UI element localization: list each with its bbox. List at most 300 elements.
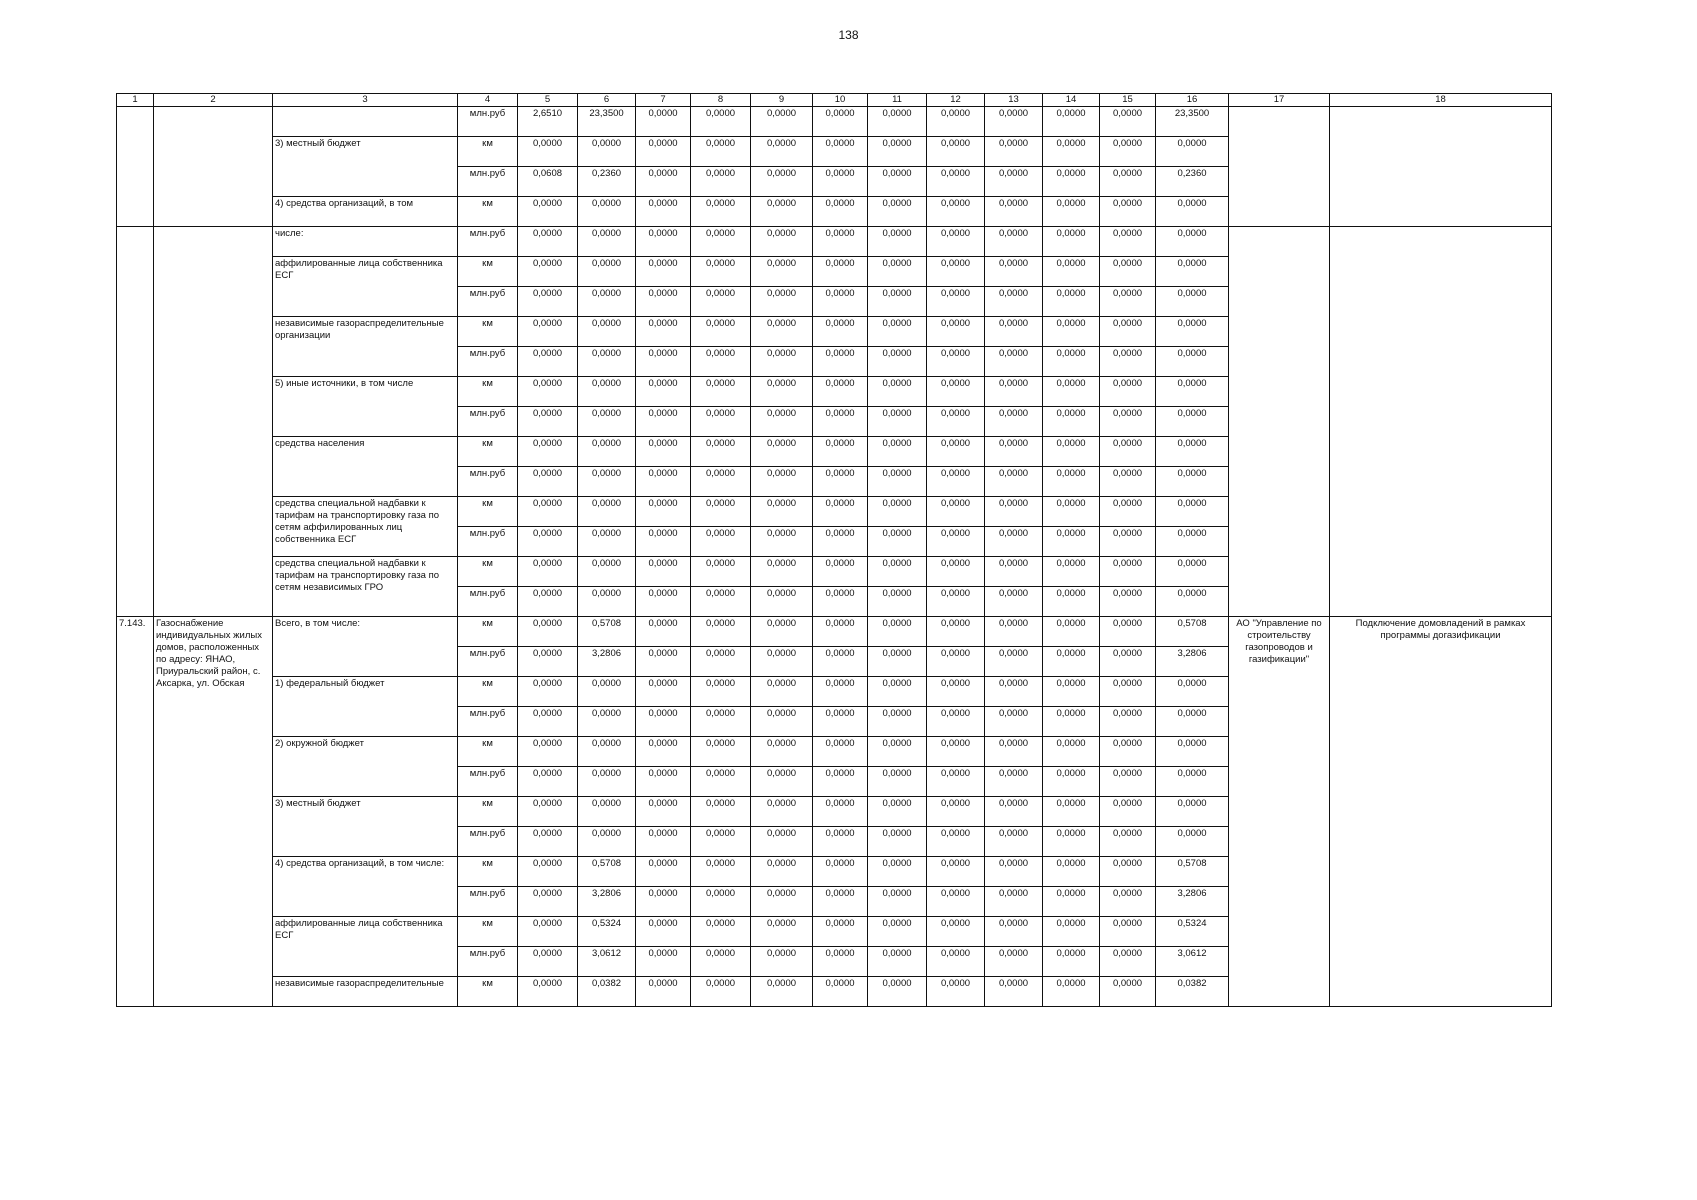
value-cell: 0,5324 bbox=[578, 917, 636, 947]
column-number-header: 18 bbox=[1330, 94, 1552, 107]
value-cell: 0,0000 bbox=[1156, 377, 1229, 407]
table-row bbox=[117, 617, 1552, 647]
value-cell: 0,0000 bbox=[751, 287, 813, 317]
column-number-header: 16 bbox=[1156, 94, 1229, 107]
value-cell: 3,2806 bbox=[578, 887, 636, 917]
column-number-header: 9 bbox=[751, 94, 813, 107]
value-cell: 0,0000 bbox=[1156, 587, 1229, 617]
value-cell: 0,0000 bbox=[1043, 377, 1100, 407]
value-cell: 0,0000 bbox=[751, 797, 813, 827]
value-cell: 0,0000 bbox=[1156, 347, 1229, 377]
value-cell: 0,0000 bbox=[751, 497, 813, 527]
value-cell: 0,0000 bbox=[1100, 647, 1156, 677]
value-cell: 0,0000 bbox=[636, 497, 691, 527]
source-label-cell bbox=[273, 107, 458, 137]
value-cell: 0,0000 bbox=[1156, 137, 1229, 167]
value-cell: 0,0000 bbox=[1043, 917, 1100, 947]
value-cell: 0,0000 bbox=[1156, 407, 1229, 437]
value-cell: 0,0000 bbox=[868, 557, 927, 587]
value-cell: 0,0000 bbox=[1043, 437, 1100, 467]
value-cell: 0,0000 bbox=[868, 887, 927, 917]
value-cell: 0,0000 bbox=[985, 587, 1043, 617]
source-label-cell: Всего, в том числе: bbox=[273, 617, 458, 677]
value-cell: 0,0000 bbox=[1043, 857, 1100, 887]
value-cell: 0,0000 bbox=[1100, 107, 1156, 137]
value-cell: 0,0000 bbox=[751, 527, 813, 557]
value-cell: 0,0000 bbox=[927, 947, 985, 977]
value-cell: 0,0000 bbox=[868, 827, 927, 857]
value-cell: 0,0000 bbox=[518, 917, 578, 947]
value-cell: 0,0000 bbox=[1156, 527, 1229, 557]
item-number-cell bbox=[117, 107, 154, 227]
value-cell: 0,0000 bbox=[636, 347, 691, 377]
value-cell: 0,0000 bbox=[868, 737, 927, 767]
value-cell: 0,0000 bbox=[927, 557, 985, 587]
value-cell: 0,0000 bbox=[868, 197, 927, 227]
value-cell: 0,0000 bbox=[518, 887, 578, 917]
unit-cell: км bbox=[458, 737, 518, 767]
value-cell: 0,0000 bbox=[1100, 797, 1156, 827]
value-cell: 0,0000 bbox=[813, 887, 868, 917]
value-cell: 0,0000 bbox=[927, 917, 985, 947]
value-cell: 0,0000 bbox=[751, 257, 813, 287]
value-cell: 0,0000 bbox=[1043, 797, 1100, 827]
value-cell: 0,0000 bbox=[927, 977, 985, 1007]
value-cell: 0,0000 bbox=[1043, 737, 1100, 767]
value-cell: 0,0000 bbox=[1100, 767, 1156, 797]
value-cell: 0,0000 bbox=[518, 947, 578, 977]
value-cell: 0,0000 bbox=[691, 227, 751, 257]
value-cell: 0,0000 bbox=[1156, 467, 1229, 497]
value-cell: 0,0000 bbox=[1156, 557, 1229, 587]
value-cell: 0,0000 bbox=[813, 617, 868, 647]
value-cell: 0,0000 bbox=[1100, 857, 1156, 887]
value-cell: 0,0000 bbox=[578, 587, 636, 617]
value-cell: 0,0000 bbox=[518, 767, 578, 797]
value-cell: 0,0000 bbox=[927, 467, 985, 497]
value-cell: 0,0000 bbox=[1043, 767, 1100, 797]
value-cell: 2,6510 bbox=[518, 107, 578, 137]
unit-cell: км bbox=[458, 797, 518, 827]
value-cell: 0,0000 bbox=[1100, 827, 1156, 857]
item-name-cell bbox=[154, 107, 273, 227]
value-cell: 0,0000 bbox=[1100, 437, 1156, 467]
value-cell: 0,0000 bbox=[813, 737, 868, 767]
value-cell: 0,0000 bbox=[813, 347, 868, 377]
value-cell: 0,0382 bbox=[1156, 977, 1229, 1007]
value-cell: 0,0000 bbox=[813, 647, 868, 677]
value-cell: 0,0000 bbox=[691, 287, 751, 317]
unit-cell: км bbox=[458, 617, 518, 647]
unit-cell: млн.руб bbox=[458, 407, 518, 437]
description-cell: Подключение домовладений в рамках программы догазификации bbox=[1330, 617, 1552, 1007]
value-cell: 0,0000 bbox=[1156, 677, 1229, 707]
value-cell: 0,0000 bbox=[691, 197, 751, 227]
value-cell: 0,0000 bbox=[813, 677, 868, 707]
value-cell: 0,0000 bbox=[751, 197, 813, 227]
value-cell: 0,0000 bbox=[1100, 497, 1156, 527]
value-cell: 0,0000 bbox=[751, 587, 813, 617]
unit-cell: км bbox=[458, 917, 518, 947]
value-cell: 0,0000 bbox=[751, 557, 813, 587]
value-cell: 0,0000 bbox=[985, 317, 1043, 347]
value-cell: 0,0000 bbox=[1156, 227, 1229, 257]
value-cell: 0,0000 bbox=[985, 257, 1043, 287]
unit-cell: км bbox=[458, 137, 518, 167]
value-cell: 0,0000 bbox=[636, 917, 691, 947]
value-cell: 0,0000 bbox=[813, 827, 868, 857]
value-cell: 0,0000 bbox=[691, 107, 751, 137]
value-cell: 0,0000 bbox=[751, 827, 813, 857]
value-cell: 0,0000 bbox=[985, 527, 1043, 557]
value-cell: 0,0000 bbox=[927, 137, 985, 167]
value-cell: 0,0000 bbox=[813, 977, 868, 1007]
value-cell: 0,0000 bbox=[636, 377, 691, 407]
value-cell: 0,0000 bbox=[868, 857, 927, 887]
unit-cell: млн.руб bbox=[458, 227, 518, 257]
value-cell: 0,0000 bbox=[927, 827, 985, 857]
value-cell: 0,5708 bbox=[578, 857, 636, 887]
unit-cell: км bbox=[458, 497, 518, 527]
value-cell: 0,0000 bbox=[985, 137, 1043, 167]
value-cell: 0,0000 bbox=[1043, 467, 1100, 497]
value-cell: 0,0000 bbox=[1100, 317, 1156, 347]
source-label-cell: 3) местный бюджет bbox=[273, 137, 458, 197]
value-cell: 0,0000 bbox=[518, 257, 578, 287]
value-cell: 0,0000 bbox=[751, 947, 813, 977]
value-cell: 0,0000 bbox=[1043, 497, 1100, 527]
value-cell: 0,0000 bbox=[985, 947, 1043, 977]
value-cell: 0,0000 bbox=[578, 527, 636, 557]
value-cell: 0,0000 bbox=[868, 797, 927, 827]
value-cell: 0,0000 bbox=[1100, 527, 1156, 557]
column-number-header: 5 bbox=[518, 94, 578, 107]
column-number-row bbox=[117, 94, 1552, 107]
value-cell: 0,0000 bbox=[1043, 137, 1100, 167]
value-cell: 0,0000 bbox=[927, 347, 985, 377]
value-cell: 0,0000 bbox=[636, 317, 691, 347]
value-cell: 0,0000 bbox=[985, 827, 1043, 857]
value-cell: 0,0000 bbox=[813, 707, 868, 737]
value-cell: 0,0000 bbox=[751, 167, 813, 197]
column-number-header: 2 bbox=[154, 94, 273, 107]
value-cell: 0,0000 bbox=[518, 557, 578, 587]
value-cell: 0,0000 bbox=[636, 887, 691, 917]
value-cell: 0,0000 bbox=[1043, 587, 1100, 617]
value-cell: 0,0000 bbox=[868, 107, 927, 137]
unit-cell: км bbox=[458, 977, 518, 1007]
value-cell: 0,0000 bbox=[578, 557, 636, 587]
value-cell: 0,0000 bbox=[691, 617, 751, 647]
value-cell: 0,0000 bbox=[691, 647, 751, 677]
value-cell: 0,0000 bbox=[985, 407, 1043, 437]
value-cell: 0,0000 bbox=[1100, 947, 1156, 977]
value-cell: 0,0000 bbox=[813, 317, 868, 347]
value-cell: 0,0000 bbox=[927, 797, 985, 827]
value-cell: 0,0000 bbox=[578, 467, 636, 497]
unit-cell: млн.руб bbox=[458, 107, 518, 137]
value-cell: 0,0000 bbox=[985, 767, 1043, 797]
value-cell: 0,0000 bbox=[691, 677, 751, 707]
value-cell: 0,0000 bbox=[518, 527, 578, 557]
value-cell: 0,0000 bbox=[927, 197, 985, 227]
value-cell: 0,0000 bbox=[636, 437, 691, 467]
value-cell: 0,5708 bbox=[1156, 617, 1229, 647]
value-cell: 0,0000 bbox=[691, 497, 751, 527]
value-cell: 0,0000 bbox=[1043, 647, 1100, 677]
value-cell: 0,0000 bbox=[751, 617, 813, 647]
value-cell: 0,0000 bbox=[578, 737, 636, 767]
value-cell: 0,0000 bbox=[751, 347, 813, 377]
value-cell: 0,0000 bbox=[1100, 377, 1156, 407]
value-cell: 0,0000 bbox=[1100, 407, 1156, 437]
value-cell: 0,0000 bbox=[985, 167, 1043, 197]
value-cell: 0,0000 bbox=[813, 497, 868, 527]
value-cell: 0,0000 bbox=[927, 887, 985, 917]
value-cell: 0,0000 bbox=[868, 437, 927, 467]
value-cell: 0,0000 bbox=[518, 377, 578, 407]
value-cell: 0,0000 bbox=[868, 377, 927, 407]
value-cell: 0,0000 bbox=[636, 767, 691, 797]
value-cell: 0,0000 bbox=[813, 257, 868, 287]
value-cell: 0,0000 bbox=[578, 827, 636, 857]
value-cell: 0,0000 bbox=[813, 587, 868, 617]
value-cell: 0,2360 bbox=[1156, 167, 1229, 197]
value-cell: 0,0000 bbox=[985, 347, 1043, 377]
value-cell: 0,0000 bbox=[636, 137, 691, 167]
value-cell: 0,0000 bbox=[1100, 587, 1156, 617]
value-cell: 0,0000 bbox=[1100, 197, 1156, 227]
value-cell: 0,0000 bbox=[751, 107, 813, 137]
value-cell: 0,0000 bbox=[691, 137, 751, 167]
value-cell: 0,0000 bbox=[578, 797, 636, 827]
unit-cell: млн.руб bbox=[458, 707, 518, 737]
value-cell: 0,0000 bbox=[927, 167, 985, 197]
source-label-cell: 2) окружной бюджет bbox=[273, 737, 458, 797]
value-cell: 0,0000 bbox=[751, 647, 813, 677]
value-cell: 0,0000 bbox=[518, 977, 578, 1007]
unit-cell: млн.руб bbox=[458, 947, 518, 977]
value-cell: 0,0000 bbox=[578, 497, 636, 527]
value-cell: 0,0000 bbox=[751, 677, 813, 707]
value-cell: 0,0000 bbox=[985, 977, 1043, 1007]
value-cell: 0,0000 bbox=[636, 407, 691, 437]
value-cell: 0,0000 bbox=[691, 437, 751, 467]
column-number-header: 12 bbox=[927, 94, 985, 107]
value-cell: 0,0000 bbox=[691, 527, 751, 557]
value-cell: 0,0000 bbox=[691, 947, 751, 977]
value-cell: 0,0000 bbox=[691, 317, 751, 347]
value-cell: 0,0000 bbox=[518, 497, 578, 527]
value-cell: 0,0000 bbox=[985, 647, 1043, 677]
value-cell: 0,0000 bbox=[636, 617, 691, 647]
unit-cell: км bbox=[458, 557, 518, 587]
value-cell: 0,0000 bbox=[1100, 917, 1156, 947]
value-cell: 0,0000 bbox=[518, 707, 578, 737]
value-cell: 3,0612 bbox=[1156, 947, 1229, 977]
source-label-cell: 4) средства организаций, в том числе: bbox=[273, 857, 458, 917]
value-cell: 0,0000 bbox=[636, 737, 691, 767]
value-cell: 0,0000 bbox=[1100, 707, 1156, 737]
value-cell: 0,0000 bbox=[691, 887, 751, 917]
description-cell bbox=[1330, 227, 1552, 617]
value-cell: 0,0000 bbox=[518, 137, 578, 167]
value-cell: 0,0000 bbox=[518, 407, 578, 437]
value-cell: 0,0000 bbox=[868, 497, 927, 527]
value-cell: 0,0000 bbox=[985, 677, 1043, 707]
value-cell: 0,0000 bbox=[927, 587, 985, 617]
value-cell: 0,0000 bbox=[751, 227, 813, 257]
value-cell: 0,0000 bbox=[813, 557, 868, 587]
value-cell: 0,0000 bbox=[985, 377, 1043, 407]
value-cell: 0,0000 bbox=[813, 377, 868, 407]
value-cell: 0,0000 bbox=[1043, 167, 1100, 197]
value-cell: 0,0000 bbox=[927, 377, 985, 407]
value-cell: 0,0000 bbox=[518, 197, 578, 227]
column-number-header: 10 bbox=[813, 94, 868, 107]
value-cell: 0,0000 bbox=[985, 437, 1043, 467]
value-cell: 0,0000 bbox=[691, 917, 751, 947]
value-cell: 0,0000 bbox=[1043, 827, 1100, 857]
unit-cell: млн.руб bbox=[458, 467, 518, 497]
value-cell: 0,0000 bbox=[691, 827, 751, 857]
column-number-header: 15 bbox=[1100, 94, 1156, 107]
value-cell: 0,0000 bbox=[868, 767, 927, 797]
value-cell: 0,0000 bbox=[1156, 437, 1229, 467]
value-cell: 0,0000 bbox=[985, 707, 1043, 737]
value-cell: 0,0000 bbox=[636, 827, 691, 857]
value-cell: 0,0000 bbox=[636, 947, 691, 977]
value-cell: 0,0000 bbox=[1100, 137, 1156, 167]
source-label-cell: средства специальной надбавки к тарифам на транспортировку газа по сетям независимых ГРО bbox=[273, 557, 458, 617]
value-cell: 0,5324 bbox=[1156, 917, 1229, 947]
value-cell: 0,0000 bbox=[1043, 227, 1100, 257]
value-cell: 3,0612 bbox=[578, 947, 636, 977]
value-cell: 0,0000 bbox=[691, 737, 751, 767]
value-cell: 0,0000 bbox=[985, 917, 1043, 947]
value-cell: 0,0000 bbox=[868, 917, 927, 947]
value-cell: 0,0000 bbox=[1100, 887, 1156, 917]
value-cell: 0,0000 bbox=[1043, 527, 1100, 557]
item-name-cell: Газоснабжение индивидуальных жилых домов, расположенных по адресу: ЯНАО, Приуральский район, с. Аксарка, ул. Обская bbox=[154, 617, 273, 1007]
value-cell: 0,0000 bbox=[927, 677, 985, 707]
column-number-header: 3 bbox=[273, 94, 458, 107]
value-cell: 0,0000 bbox=[636, 167, 691, 197]
value-cell: 0,0000 bbox=[927, 767, 985, 797]
value-cell: 0,0000 bbox=[636, 857, 691, 887]
value-cell: 0,0000 bbox=[518, 677, 578, 707]
source-label-cell: средства населения bbox=[273, 437, 458, 497]
value-cell: 0,0000 bbox=[636, 587, 691, 617]
unit-cell: млн.руб bbox=[458, 767, 518, 797]
value-cell: 0,0000 bbox=[1043, 677, 1100, 707]
value-cell: 0,0000 bbox=[927, 407, 985, 437]
value-cell: 0,0000 bbox=[518, 857, 578, 887]
value-cell: 0,5708 bbox=[578, 617, 636, 647]
value-cell: 0,0000 bbox=[636, 647, 691, 677]
value-cell: 0,0000 bbox=[751, 137, 813, 167]
column-number-header: 8 bbox=[691, 94, 751, 107]
value-cell: 0,0000 bbox=[868, 587, 927, 617]
value-cell: 0,0000 bbox=[691, 467, 751, 497]
value-cell: 0,0000 bbox=[1100, 287, 1156, 317]
item-number-cell bbox=[117, 227, 154, 617]
value-cell: 0,0000 bbox=[751, 467, 813, 497]
unit-cell: км bbox=[458, 377, 518, 407]
value-cell: 0,0000 bbox=[985, 557, 1043, 587]
value-cell: 0,0000 bbox=[1043, 887, 1100, 917]
value-cell: 0,0000 bbox=[578, 677, 636, 707]
source-label-cell: независимые газораспределительные организации bbox=[273, 317, 458, 377]
value-cell: 0,0000 bbox=[1100, 227, 1156, 257]
value-cell: 0,0000 bbox=[927, 647, 985, 677]
value-cell: 0,0000 bbox=[927, 737, 985, 767]
value-cell: 0,0000 bbox=[691, 767, 751, 797]
value-cell: 0,0000 bbox=[927, 227, 985, 257]
value-cell: 0,0000 bbox=[1043, 617, 1100, 647]
value-cell: 0,0000 bbox=[1100, 557, 1156, 587]
value-cell: 23,3500 bbox=[578, 107, 636, 137]
value-cell: 0,0000 bbox=[985, 107, 1043, 137]
source-label-cell: 1) федеральный бюджет bbox=[273, 677, 458, 737]
value-cell: 0,0000 bbox=[868, 167, 927, 197]
value-cell: 0,0000 bbox=[927, 317, 985, 347]
column-number-header: 17 bbox=[1229, 94, 1330, 107]
column-number-header: 6 bbox=[578, 94, 636, 107]
page-number: 138 bbox=[838, 28, 859, 42]
source-label-cell: 4) средства организаций, в том bbox=[273, 197, 458, 227]
value-cell: 0,0000 bbox=[636, 107, 691, 137]
value-cell: 0,0000 bbox=[518, 647, 578, 677]
value-cell: 0,0000 bbox=[927, 527, 985, 557]
value-cell: 0,0000 bbox=[985, 467, 1043, 497]
value-cell: 0,0000 bbox=[813, 797, 868, 827]
value-cell: 0,0000 bbox=[578, 287, 636, 317]
value-cell: 0,0000 bbox=[751, 977, 813, 1007]
value-cell: 0,0000 bbox=[518, 587, 578, 617]
value-cell: 0,0000 bbox=[1156, 257, 1229, 287]
value-cell: 0,0000 bbox=[868, 647, 927, 677]
value-cell: 0,0000 bbox=[813, 767, 868, 797]
source-label-cell: 3) местный бюджет bbox=[273, 797, 458, 857]
value-cell: 3,2806 bbox=[578, 647, 636, 677]
value-cell: 0,0000 bbox=[636, 227, 691, 257]
value-cell: 0,0000 bbox=[868, 287, 927, 317]
value-cell: 0,0000 bbox=[1156, 497, 1229, 527]
value-cell: 0,0000 bbox=[578, 347, 636, 377]
value-cell: 0,0000 bbox=[868, 677, 927, 707]
value-cell: 0,0000 bbox=[1100, 167, 1156, 197]
executor-cell bbox=[1229, 227, 1330, 617]
value-cell: 0,0000 bbox=[868, 317, 927, 347]
value-cell: 0,0000 bbox=[751, 317, 813, 347]
value-cell: 0,0000 bbox=[927, 497, 985, 527]
value-cell: 0,2360 bbox=[578, 167, 636, 197]
value-cell: 0,0382 bbox=[578, 977, 636, 1007]
value-cell: 0,0000 bbox=[1043, 197, 1100, 227]
item-number-cell: 7.143. bbox=[117, 617, 154, 1007]
value-cell: 0,0000 bbox=[518, 467, 578, 497]
investment-program-table bbox=[116, 93, 1552, 1007]
source-label-cell: аффилированные лица собственника ЕСГ bbox=[273, 917, 458, 977]
value-cell: 0,0000 bbox=[868, 617, 927, 647]
unit-cell: млн.руб bbox=[458, 587, 518, 617]
value-cell: 0,0000 bbox=[1043, 287, 1100, 317]
value-cell: 0,0000 bbox=[1156, 317, 1229, 347]
value-cell: 0,0000 bbox=[1156, 827, 1229, 857]
value-cell: 0,0000 bbox=[751, 917, 813, 947]
value-cell: 0,0000 bbox=[868, 947, 927, 977]
